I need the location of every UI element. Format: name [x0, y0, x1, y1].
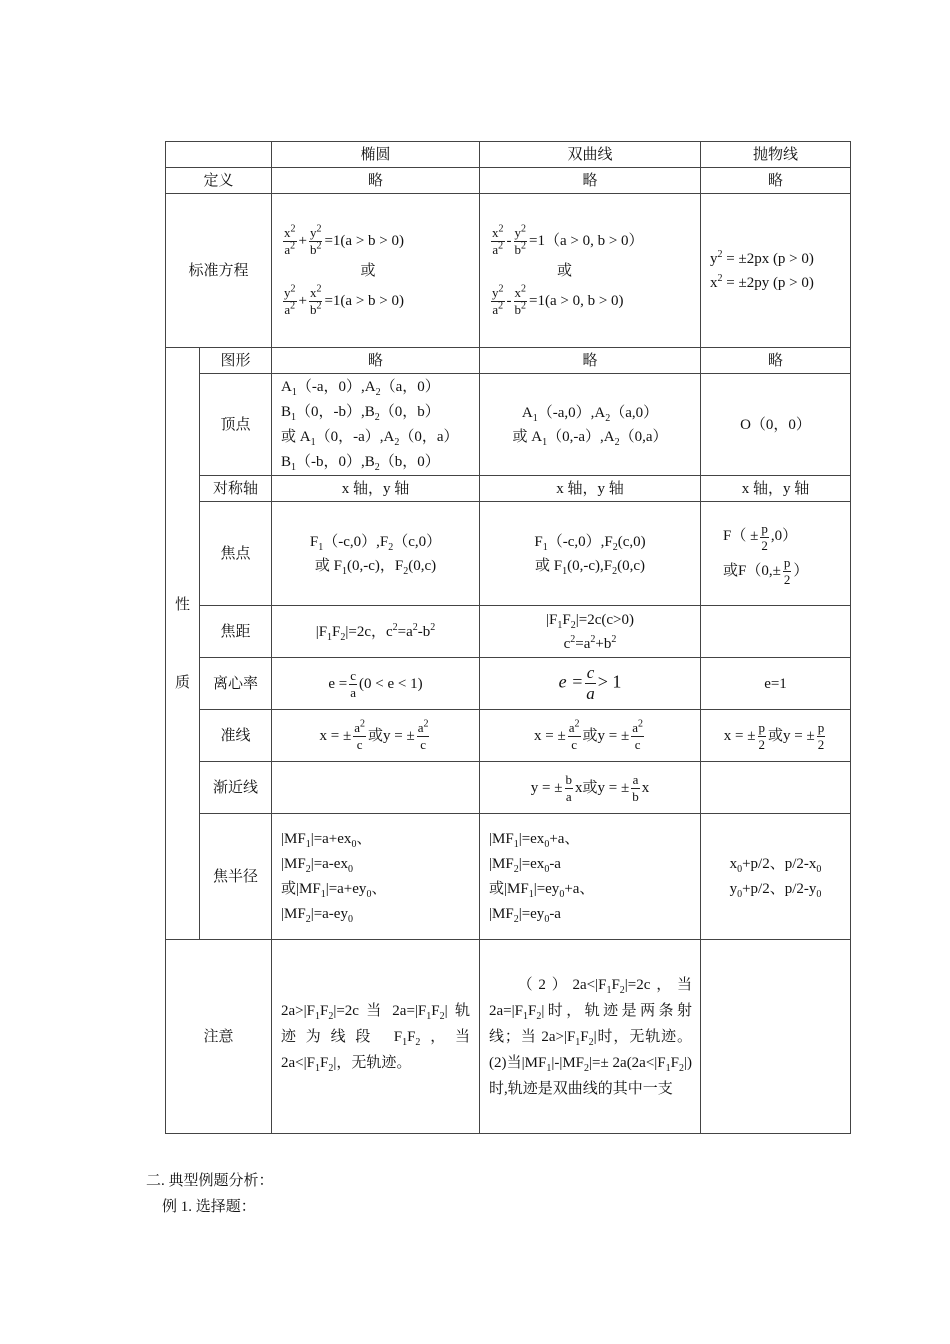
section-title: 二. 典型例题分析： — [146, 1173, 274, 1189]
focus-label: 焦点 — [200, 502, 272, 606]
standard-equation-label: 标准方程 — [166, 194, 272, 348]
eccentricity-label: 离心率 — [200, 658, 272, 710]
graph-parabola: 略 — [701, 348, 851, 374]
asymptote-parabola — [701, 762, 851, 814]
asymptote-hyperbola: y = ± $\frac{b}{a}$ x或y = ± $\frac{a}{b}$ x — [480, 762, 701, 814]
asymptote-label: 渐近线 — [200, 762, 272, 814]
note-hyperbola: $(2)2a<|F_1F_2|=2c$，当 $2a=|F_1F_2|$时，轨迹是两条射线；当 $2a>|F_1F_2|$时，无轨迹。(2)当$|MF_1|-|MF_2|=\pm 2a(2a<|F_1F_2|)$时,轨迹是双曲线的其中一支 — [480, 940, 701, 1134]
focal-radius-hyperbola: $|MF_1|=ex_0+a$、 $|MF_2|=ex_0-a$ 或$|MF_1|=ey_0+a$、 $|MF_2|=ey_0-a$ — [480, 814, 701, 940]
note-ellipse: $2a>|F_1F_2|=2c$ 当 $2a=|F_1F_2|$ 轨迹为线段 $F_1F_2$，当 $2a<|F_1F_2|$，无轨迹。 — [272, 940, 480, 1134]
conic-sections-table — [165, 141, 851, 1134]
focus-parabola: F（ ± $\frac{p}{2}$ ,0） 或F（0,± $\frac{p}{2}$ ） — [701, 502, 851, 606]
focal-distance-ellipse: $|F_1F_2|=2c$，$c^2=a^2-b^2$ — [272, 606, 480, 658]
hyperbola-equation: $\frac{x^2}{a^2}$ - $\frac{y^2}{b^2}$ =1（a > 0, b > 0） 或 $\frac{y^2}{a^2}$ - $\frac{x^2}{b^2}$ =1(a > 0, b > 0) — [480, 194, 701, 348]
eccentricity-ellipse: e = $\frac{c}{a}$ (0 < e < 1) — [272, 658, 480, 710]
axis-hyperbola: x 轴，y 轴 — [480, 476, 701, 502]
directrix-label: 准线 — [200, 710, 272, 762]
vertex-hyperbola: $A_1(-a,0),A_2(a,0)$ 或 $A_1(0,-a),A_2(0,a)$ — [480, 374, 701, 476]
note-label: 注意 — [166, 940, 272, 1134]
eccentricity-parabola: e=1 — [701, 658, 851, 710]
definition-label: 定义 — [166, 168, 272, 194]
axis-label: 对称轴 — [200, 476, 272, 502]
definition-ellipse: 略 — [272, 168, 480, 194]
focal-radius-parabola: $x_0+p/2$、$p/2-x_0$ $y_0+p/2$、$p/2-y_0$ — [701, 814, 851, 940]
vertex-parabola: O（0，0） — [701, 374, 851, 476]
focus-hyperbola: $F_1(-c,0),F_2(c,0)$ 或 $F_1(0,-c),F_2(0,c)$ — [480, 502, 701, 606]
eccentricity-hyperbola: e = $\frac{c}{a}$ > 1 — [480, 658, 701, 710]
header-hyperbola: 双曲线 — [480, 142, 701, 168]
directrix-parabola: x = ± $\frac{p}{2}$ 或y = ± $\frac{p}{2}$ — [701, 710, 851, 762]
graph-hyperbola: 略 — [480, 348, 701, 374]
focus-ellipse: $F_1(-c,0),F_2(c,0)$ 或 $F_1(0,-c)$，$F_2(0,c)$ — [272, 502, 480, 606]
header-empty — [166, 142, 272, 168]
ellipse-equation: $\frac{x^2}{a^2}$ + $\frac{y^2}{b^2}$ =1(a > b > 0) 或 $\frac{y^2}{a^2}$ + $\frac{x^2}{b^2}$ =1(a > b > 0) — [272, 194, 480, 348]
axis-parabola: x 轴，y 轴 — [701, 476, 851, 502]
asymptote-ellipse — [272, 762, 480, 814]
vertex-ellipse: $A_1(-a$，$0),A_2(a$，0） $B_1(0$，$-b),B_2(0$，b） 或 $A_1(0$，$-a),A_2(0$，a） $B_1(-b$，$0),B_2(b$，0） — [272, 374, 480, 476]
parabola-equation: $y^2 = \pm 2px$ (p > 0) $x^2 = \pm 2py$ (p > 0) — [701, 194, 851, 348]
graph-ellipse: 略 — [272, 348, 480, 374]
focal-distance-parabola — [701, 606, 851, 658]
focal-radius-label: 焦半径 — [200, 814, 272, 940]
graph-label: 图形 — [200, 348, 272, 374]
example-title: 例 1. 选择题： — [162, 1199, 256, 1215]
section-heading — [146, 1168, 274, 1220]
directrix-hyperbola: x = ± $\frac{a^2}{c}$ 或y = ± $\frac{a^2}{c}$ — [480, 710, 701, 762]
vertex-label: 顶点 — [200, 374, 272, 476]
properties-label: 性 质 — [166, 348, 200, 940]
axis-ellipse: x 轴，y 轴 — [272, 476, 480, 502]
definition-parabola: 略 — [701, 168, 851, 194]
header-ellipse: 椭圆 — [272, 142, 480, 168]
header-parabola: 抛物线 — [701, 142, 851, 168]
note-parabola — [701, 940, 851, 1134]
directrix-ellipse: x = ± $\frac{a^2}{c}$ 或y = ± $\frac{a^2}{c}$ — [272, 710, 480, 762]
focal-distance-hyperbola: $|F_1F_2|=2c(c>0)$ $c^2=a^2+b^2$ — [480, 606, 701, 658]
focal-distance-label: 焦距 — [200, 606, 272, 658]
definition-hyperbola: 略 — [480, 168, 701, 194]
focal-radius-ellipse: $|MF_1|=a+ex_0$、 $|MF_2|=a-ex_0$ 或$|MF_1|=a+ey_0$、 $|MF_2|=a-ey_0$ — [272, 814, 480, 940]
